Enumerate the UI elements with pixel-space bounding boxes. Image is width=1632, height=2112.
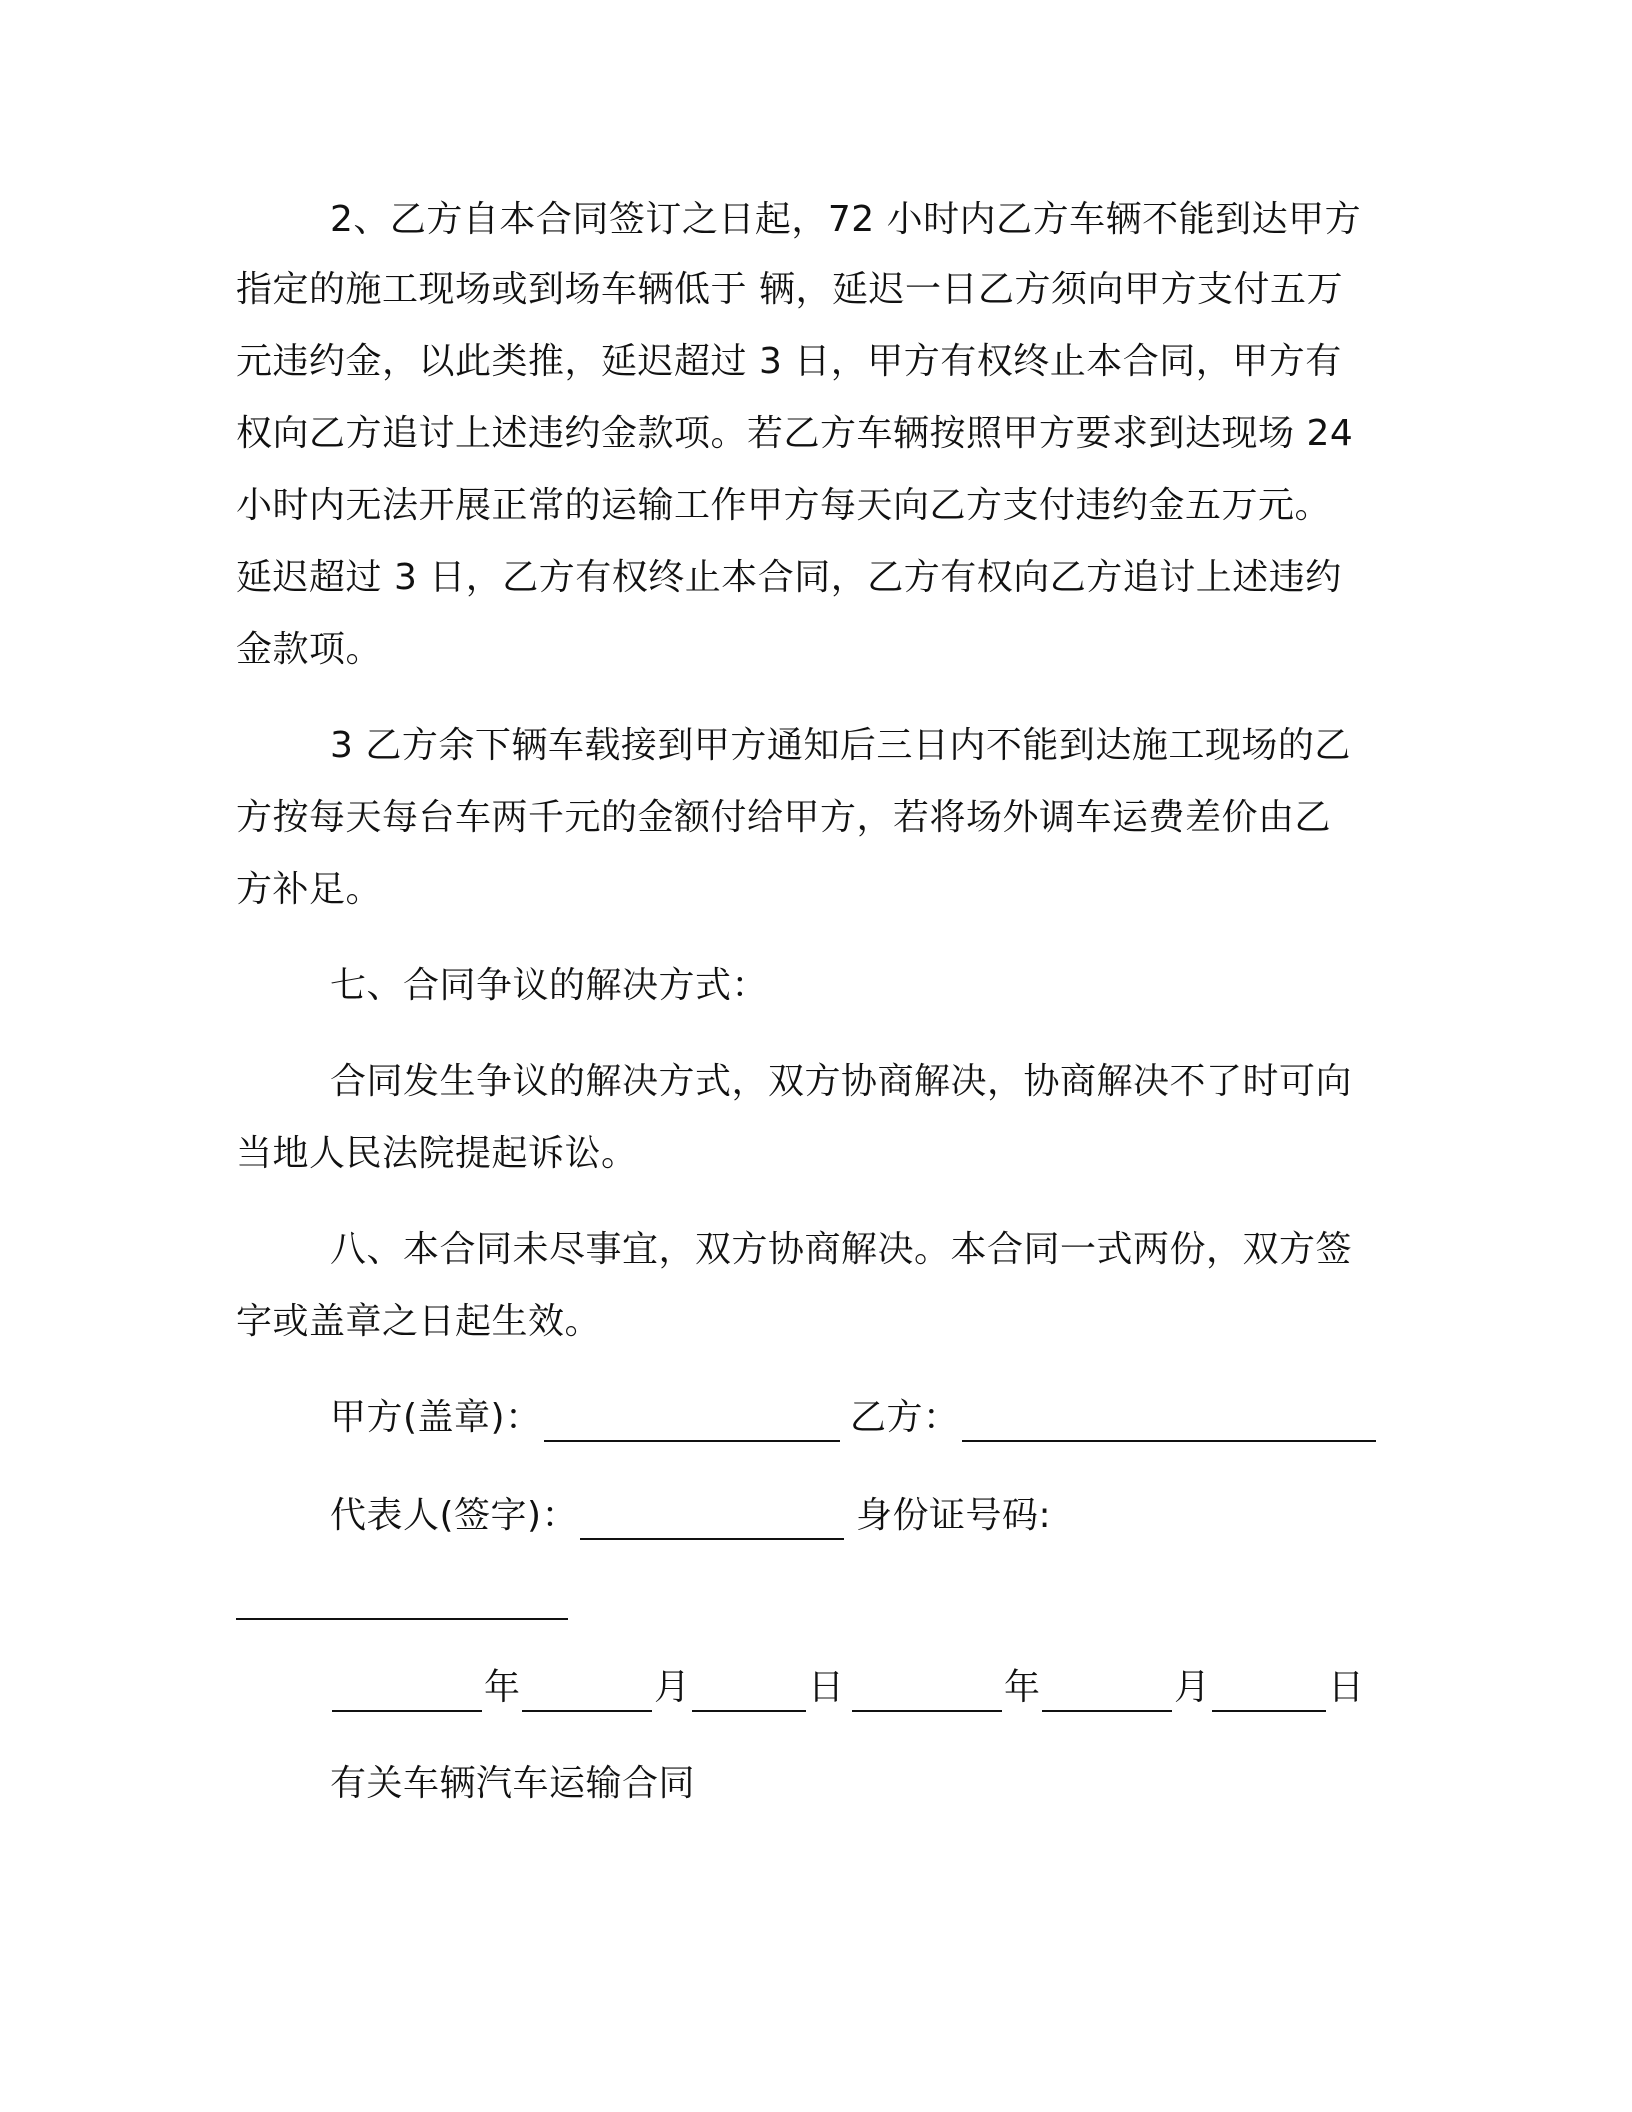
paragraph-1-line-1: 2、乙方自本合同签订之日起，72 小时内乙方车辆不能到达甲方 [330,199,1362,240]
date-2-year-label: 年 [1004,1667,1041,1708]
paragraph-1-line-5: 小时内无法开展正常的运输工作甲方每天向乙方支付违约金五万元。 [236,485,1332,526]
date-1-year-label: 年 [484,1667,521,1708]
date-1-year-blank [332,1710,482,1712]
paragraph-1-line-4: 权向乙方追讨上述违约金款项。若乙方车辆按照甲方要求到达现场 24 [236,413,1354,454]
date-1-month-label: 月 [654,1667,691,1708]
paragraph-1-line-3: 元违约金，以此类推，延迟超过 3 日，甲方有权终止本合同，甲方有 [236,341,1342,382]
representative-label: 代表人(签字)： [330,1495,579,1536]
date-1-day-blank [692,1710,806,1712]
representative-blank [580,1538,844,1540]
paragraph-4-line-1: 合同发生争议的解决方式，双方协商解决，协商解决不了时可向 [330,1061,1353,1102]
party-b-label: 乙方： [850,1397,960,1438]
paragraph-2-line-1: 3 乙方余下辆车载接到甲方通知后三日内不能到达施工现场的乙 [330,725,1351,766]
party-a-blank [544,1440,840,1442]
date-2-day-blank [1212,1710,1326,1712]
party-a-label: 甲方(盖章)： [330,1397,542,1438]
paragraph-1-line-7: 金款项。 [236,629,383,670]
date-2-year-blank [852,1710,1002,1712]
paragraph-4-line-2: 当地人民法院提起诉讼。 [236,1133,638,1174]
party-b-blank [962,1440,1376,1442]
paragraph-1-line-6: 延迟超过 3 日，乙方有权终止本合同，乙方有权向乙方追讨上述违约 [236,557,1342,598]
date-2-month-blank [1042,1710,1172,1712]
id-number-label: 身份证号码: [856,1495,1052,1536]
date-2-month-label: 月 [1174,1667,1211,1708]
paragraph-5-line-2: 字或盖章之日起生效。 [236,1301,602,1342]
date-1-day-label: 日 [808,1667,845,1708]
paragraph-2-line-2: 方按每天每台车两千元的金额付给甲方，若将场外调车运费差价由乙 [236,797,1332,838]
paragraph-2-line-3: 方补足。 [236,869,383,910]
id-number-blank [236,1618,568,1620]
footer-title: 有关车辆汽车运输合同 [330,1763,696,1804]
date-1-month-blank [522,1710,652,1712]
paragraph-5-line-1: 八、本合同未尽事宜，双方协商解决。本合同一式两份，双方签 [330,1229,1353,1270]
date-2-day-label: 日 [1328,1667,1365,1708]
paragraph-1-line-2: 指定的施工现场或到场车辆低于 辆，延迟一日乙方须向甲方支付五万 [236,269,1343,310]
section-7-heading: 七、合同争议的解决方式： [330,965,769,1006]
